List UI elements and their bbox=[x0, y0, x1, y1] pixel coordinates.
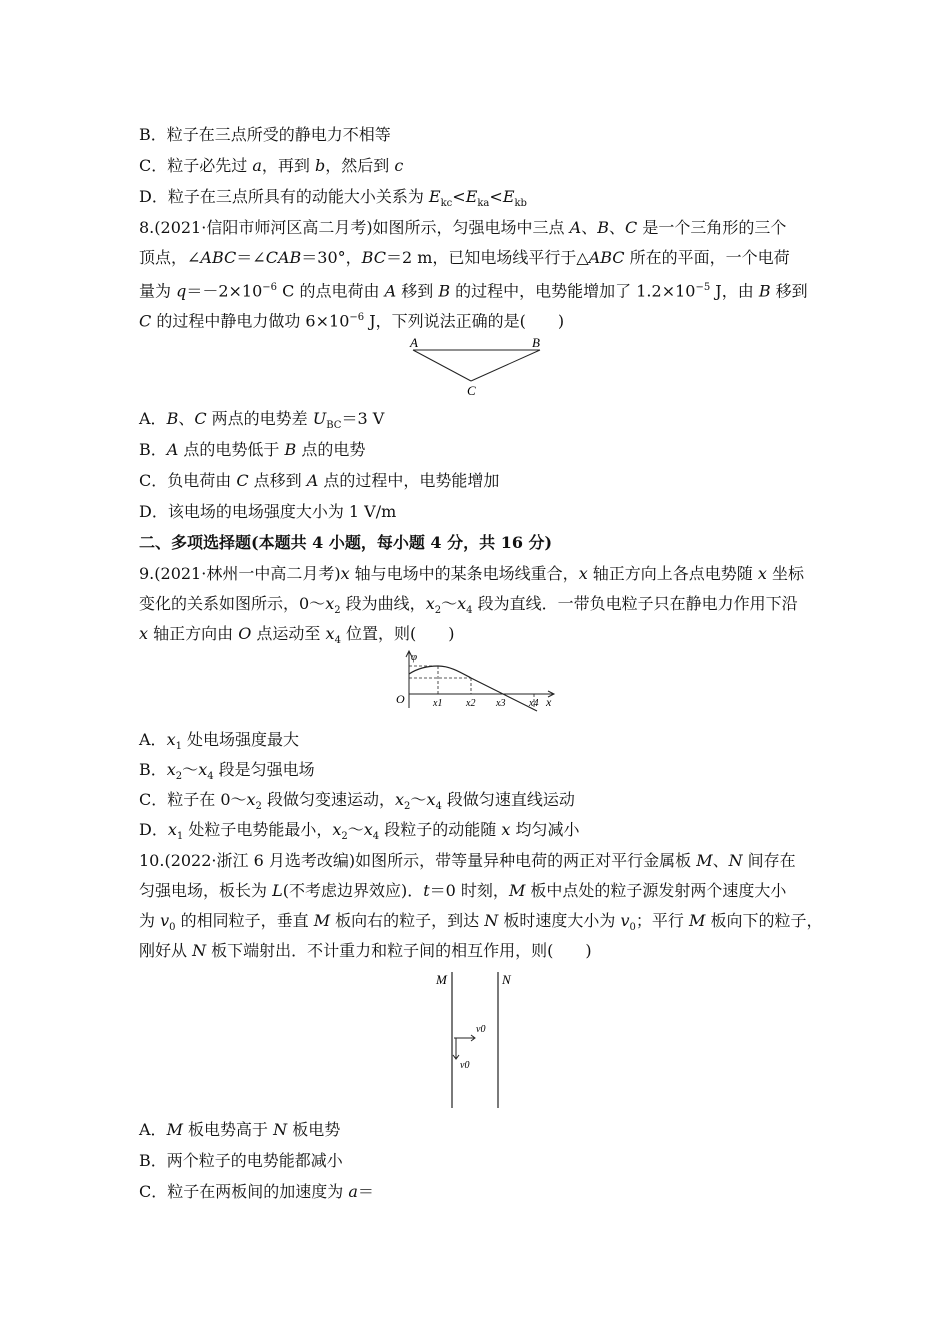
section-heading-multiple-choice: 二、多项选择题(本题共 4 小题，每小题 4 分，共 16 分) bbox=[139, 533, 553, 552]
q10-option-a: A．M 板电势高于 N 板电势 bbox=[139, 1120, 341, 1139]
q8-option-c: C．负电荷由 C 点移到 A 点的过程中，电势能增加 bbox=[139, 471, 500, 490]
q9-stem-line-1: 9.(2021·林州一中高二月考)x 轴与电场中的某条电场线重合，x 轴正方向上各点电势随 x 坐标 bbox=[139, 564, 805, 583]
v0-label-right: v0 bbox=[476, 1024, 486, 1035]
tick-label-x4: x4 bbox=[529, 698, 539, 709]
q9-option-d: D．$x_1$ 处粒子电势能最小，$x_2\sim x_4$ 段粒子的动能随 x 均匀减小 bbox=[139, 820, 580, 843]
q9-stem-line-3: x 轴正方向由 O 点运动至 $x_4$ 位置，则( ) bbox=[139, 624, 455, 647]
tick-label-x1: x1 bbox=[433, 698, 443, 709]
q7-option-b: B．粒子在三点所受的静电力不相等 bbox=[139, 125, 391, 144]
q8-stem-line-4: C 的过程中静电力做功 $6\times 10^{-6}$ J，下列说法正确的是( ) bbox=[139, 311, 565, 331]
q10-stem-line-1: 10.(2022·浙江 6 月选考改编)如图所示，带等量异种电荷的两正对平行金属板 M、N 间存在 bbox=[139, 851, 796, 870]
vertex-label-b: B bbox=[532, 335, 540, 350]
q9-option-b: B．$x_2\sim x_4$ 段是匀强电场 bbox=[139, 760, 315, 783]
x-axis-label: x bbox=[546, 695, 552, 709]
plate-label-m: M bbox=[436, 972, 447, 987]
q8-option-b: B．A 点的电势低于 B 点的电势 bbox=[139, 440, 366, 459]
q10-stem-line-4: 刚好从 N 板下端射出．不计重力和粒子间的相互作用，则( ) bbox=[139, 941, 592, 960]
q7-option-c: C．粒子必先过 a，再到 b，然后到 c bbox=[139, 156, 404, 175]
q7-option-d: D．粒子在三点所具有的动能大小关系为 $E_{kc}<E_{ka}<E_{kb}$ bbox=[139, 187, 527, 210]
triangle-side-bc bbox=[471, 350, 540, 381]
v0-label-down: v0 bbox=[460, 1060, 470, 1071]
q10-plates-figure bbox=[430, 968, 520, 1110]
vertex-label-c: C bbox=[467, 383, 476, 398]
q8-triangle-figure bbox=[405, 334, 550, 398]
q8-option-d: D．该电场的电场强度大小为 1 V/m bbox=[139, 502, 397, 521]
q8-stem-line-2: 顶点，∠ABC＝∠CAB＝30°，BC＝2 m，已知电场线平行于△ABC 所在的平面，一个电荷 bbox=[139, 248, 790, 267]
q10-option-c: C．粒子在两板间的加速度为 a＝ bbox=[139, 1182, 374, 1201]
phi-label: φ bbox=[411, 651, 418, 663]
q8-option-a: A．B、C 两点的电势差 $U_{BC}=3$ V bbox=[139, 409, 385, 432]
q10-option-b: B．两个粒子的电势能都减小 bbox=[139, 1151, 343, 1170]
q9-potential-graph bbox=[392, 648, 564, 714]
q10-stem-line-2: 匀强电场，板长为 L(不考虑边界效应)．t＝0 时刻，M 板中点处的粒子源发射两个速度大小 bbox=[139, 881, 787, 900]
q9-option-c: C．粒子在 $0\sim x_2$ 段做匀变速运动，$x_2\sim x_4$ 段做匀速直线运动 bbox=[139, 790, 575, 813]
vertex-label-a: A bbox=[410, 335, 418, 350]
origin-label: O bbox=[396, 692, 405, 706]
plate-label-n: N bbox=[502, 972, 511, 987]
q8-stem-line-1: 8.(2021·信阳市师河区高二月考)如图所示，匀强电场中三点 A、B、C 是一个三角形的三个 bbox=[139, 218, 787, 237]
q9-stem-line-2: 变化的关系如图所示，$0\sim x_2$ 段为曲线，$x_2\sim x_4$ 段为直线．一带负电粒子只在静电力作用下沿 bbox=[139, 594, 798, 617]
q10-stem-line-3: 为 $v_0$ 的相同粒子，垂直 M 板向右的粒子，到达 N 板时速度大小为 $v_0$；平行 M 板向下的粒子， bbox=[139, 911, 823, 934]
q9-option-a: A．$x_1$ 处电场强度最大 bbox=[139, 730, 300, 753]
triangle-side-ac bbox=[413, 350, 471, 381]
tick-label-x2: x2 bbox=[466, 698, 476, 709]
q8-stem-line-3: 量为 $q=-2\times 10^{-6}$ C 的点电荷由 A 移到 B 的过程中，电势能增加了 $1.2\times 10^{-5}$ J，由 B 移到 bbox=[139, 281, 808, 301]
tick-label-x3: x3 bbox=[496, 698, 506, 709]
